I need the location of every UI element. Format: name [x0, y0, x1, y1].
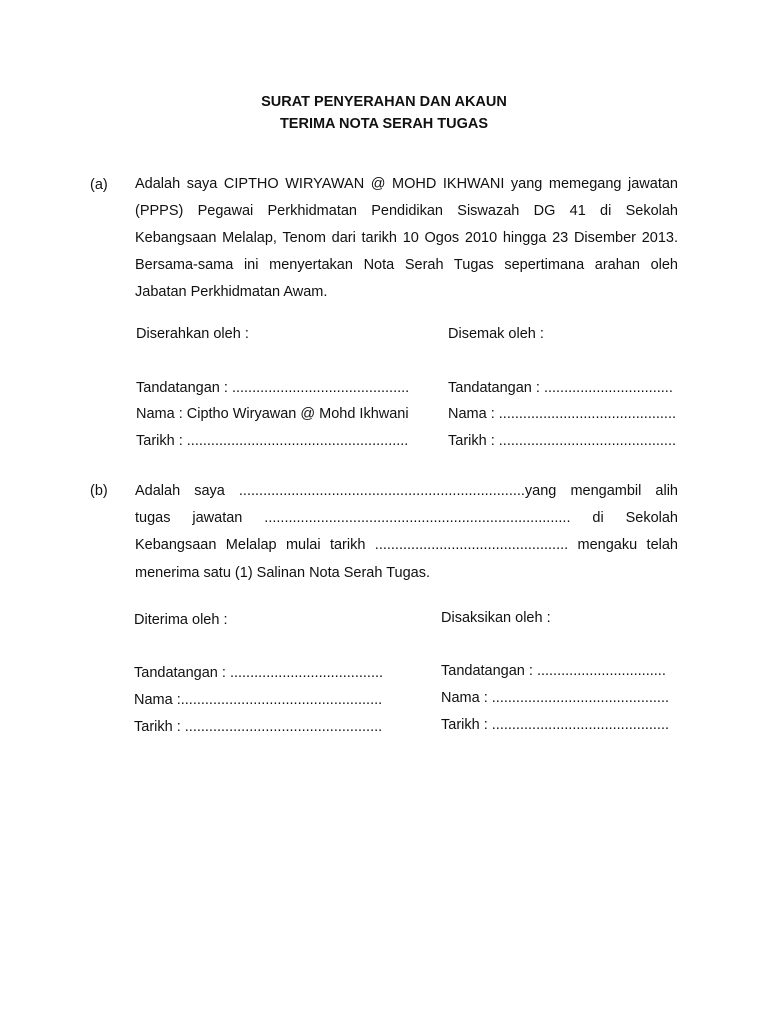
section-b-left-date: Tarikh : ................................................. — [134, 719, 383, 735]
section-b-left-heading: Diterima oleh : — [134, 612, 228, 628]
section-a-paragraph: Adalah saya CIPTHO WIRYAWAN @ MOHD IKHWANI yang memegang jawatan (PPPS) Pegawai Perkhidmatan Pendidikan Siswazah DG 41 di Sekolah Kebangsaan Melalap, Tenom dari tarikh 10 Ogos 2010 hingga 23 Disember 2013. Bersama-sama ini menyertakan Nota Serah Tugas sepertimana arahan oleh Jabatan Perkhidmatan Awam. — [135, 176, 678, 300]
section-a-left-signature: Tandatangan : ............................................ — [136, 380, 410, 396]
section-a-left-date: Tarikh : ....................................................... — [136, 433, 409, 449]
section-b-right-heading: Disaksikan oleh : — [441, 610, 551, 626]
section-b-line3: Kebangsaan Melalap mulai tarikh ................................................ mengaku telah — [135, 537, 678, 553]
document-title-line2: TERIMA NOTA SERAH TUGAS — [279, 116, 489, 132]
section-b-line1: Adalah saya .......................................................................yang mengambil alih — [135, 483, 678, 499]
section-b-left-name: Nama :.................................................. — [134, 692, 383, 708]
section-a-right-signature: Tandatangan : ................................ — [448, 380, 673, 396]
section-a-right-name: Nama : ............................................ — [448, 406, 677, 422]
section-a-right-heading: Disemak oleh : — [448, 326, 544, 342]
section-b-right-signature: Tandatangan : ................................ — [441, 663, 666, 679]
document-title-line1: SURAT PENYERAHAN DAN AKAUN — [261, 94, 507, 110]
section-b-label: (b) — [90, 483, 108, 499]
section-a-left-name: Nama : Ciptho Wiryawan @ Mohd Ikhwani — [136, 406, 409, 422]
section-b-line2: tugas jawatan ............................................................................ di Sekolah — [135, 510, 678, 526]
section-b-left-signature: Tandatangan : ...................................... — [134, 665, 384, 681]
section-a-right-date: Tarikh : ............................................ — [448, 433, 677, 449]
section-b-right-name: Nama : ............................................ — [441, 690, 670, 706]
section-b-right-date: Tarikh : ............................................ — [441, 717, 670, 733]
section-a-left-heading: Diserahkan oleh : — [136, 326, 249, 342]
section-a-label: (a) — [90, 177, 108, 193]
section-b-line4: menerima satu (1) Salinan Nota Serah Tugas. — [135, 565, 430, 581]
